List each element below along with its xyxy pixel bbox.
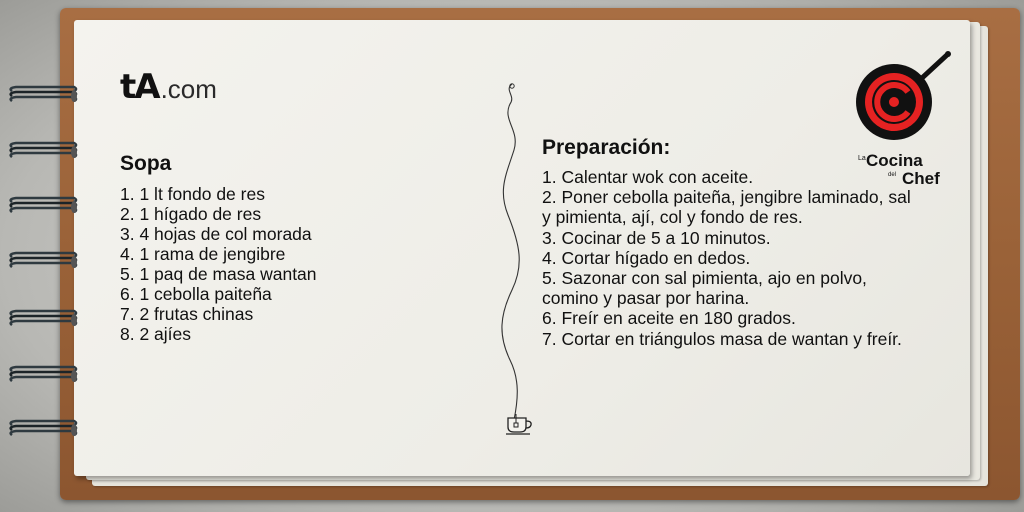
list-item: 5. Sazonar con sal pimienta, ajo en polvo, comino y pasar por harina. [542,268,867,309]
list-item: 6. Freír en aceite en 180 grados. [542,308,796,329]
list-item: 7. Cortar en triángulos masa de wantan y freír. [542,328,902,349]
ingredients-title: Sopa [120,152,172,175]
ta-logo [120,64,217,107]
la-cocina-del-chef-logo [848,48,958,188]
list-item: 3. Cocinar de 5 a 10 minutos. [542,227,771,248]
list-item: 7. 2 frutas chinas [120,304,254,324]
list-item: 4. 1 rama de jengibre [120,244,286,264]
ta-logo-mark: tA [120,67,159,107]
ta-logo-domain: .com [160,74,217,105]
svg-text:Chef: Chef [902,169,940,188]
wavy-divider-line [490,80,540,440]
preparation-steps [542,167,922,349]
list-item: 4. Cortar hígado en dedos. [542,247,751,268]
spiral-binding-icon [4,0,84,512]
svg-text:La: La [858,155,866,162]
list-item: 3. 4 hojas de col morada [120,224,312,244]
ingredients-list [120,184,450,344]
list-item: 2. Poner cebolla paiteña, jengibre laminado, sal y pimienta, ají, col y fondo de res. [542,187,911,228]
list-item: 5. 1 paq de masa wantan [120,264,317,284]
list-item: 2. 1 hígado de res [120,204,262,224]
ingredients-section [120,152,450,344]
svg-text:Cocina: Cocina [866,151,923,170]
preparation-title: Preparación: [542,136,671,159]
teacup-icon [504,412,538,436]
list-item: 6. 1 cebolla paiteña [120,284,272,304]
list-item: 1. Calentar wok con aceite. [542,167,754,187]
svg-text:del: del [888,172,897,178]
list-item: 8. 2 ajíes [120,324,192,344]
list-item: 1. 1 lt fondo de res [120,184,265,204]
